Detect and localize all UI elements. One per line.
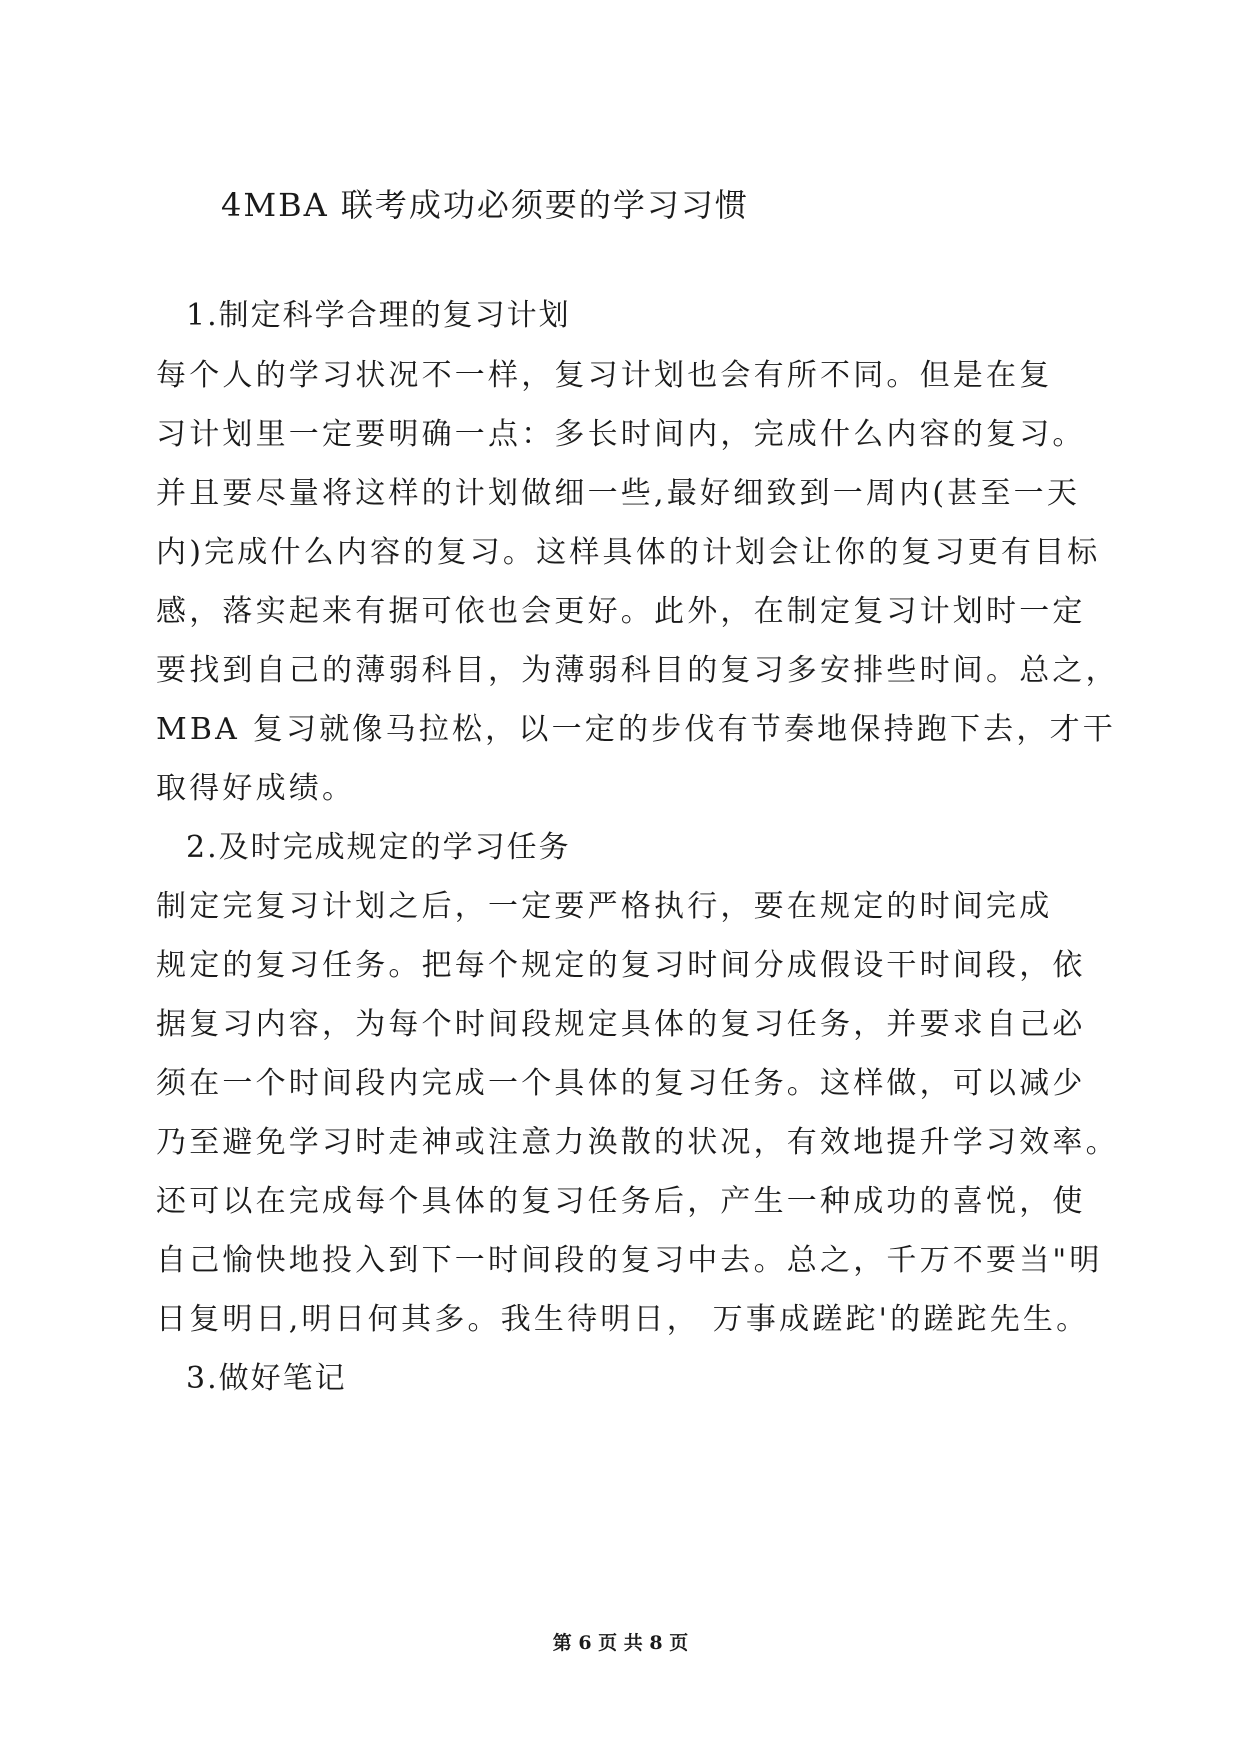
paragraph-line: 要找到自己的薄弱科目，为薄弱科目的复习多安排些时间。总之， — [156, 653, 1119, 688]
paragraph-line: 还可以在完成每个具体的复习任务后，产生一种成功的喜悦，使 — [156, 1184, 1086, 1219]
paragraph-line: 并且要尽量将这样的计划做细一些,最好细致到一周内(甚至一天 — [156, 476, 1081, 511]
paragraph-line: 内)完成什么内容的复习。这样具体的计划会让你的复习更有目标 — [156, 535, 1101, 570]
paragraph-line: 须在一个时间段内完成一个具体的复习任务。这样做，可以减少 — [156, 1066, 1086, 1101]
paragraph-line: MBA 复习就像马拉松，以一定的步伐有节奏地保持跑下去，才干 — [156, 712, 1116, 747]
paragraph-line: 感，落实起来有据可依也会更好。此外，在制定复习计划时一定 — [156, 594, 1086, 629]
section-heading-3: 3.做好笔记 — [186, 1361, 347, 1396]
page-number-footer: 第 6 页 共 8 页 — [552, 1632, 689, 1654]
paragraph-line: 规定的复习任务。把每个规定的复习时间分成假设干时间段，依 — [156, 948, 1086, 983]
paragraph-line: 乃至避免学习时走神或注意力涣散的状况，有效地提升学习效率。 — [156, 1125, 1119, 1160]
paragraph-line: 取得好成绩。 — [156, 771, 356, 806]
paragraph-line: 习计划里一定要明确一点：多长时间内，完成什么内容的复习。 — [156, 417, 1086, 452]
paragraph-line: 日复明日,明日何其多。我生待明日， 万事成蹉跎'的蹉跎先生。 — [156, 1302, 1090, 1337]
paragraph-line: 据复习内容，为每个时间段规定具体的复习任务，并要求自己必 — [156, 1007, 1086, 1042]
paragraph-line: 自己愉快地投入到下一时间段的复习中去。总之，千万不要当"明 — [156, 1243, 1103, 1278]
document-title: 4MBA 联考成功必须要的学习习惯 — [221, 186, 749, 224]
section-heading-1: 1.制定科学合理的复习计划 — [186, 298, 571, 333]
paragraph-line: 制定完复习计划之后，一定要严格执行，要在规定的时间完成 — [156, 889, 1053, 924]
paragraph-line: 每个人的学习状况不一样，复习计划也会有所不同。但是在复 — [156, 358, 1053, 393]
section-heading-2: 2.及时完成规定的学习任务 — [186, 830, 571, 865]
